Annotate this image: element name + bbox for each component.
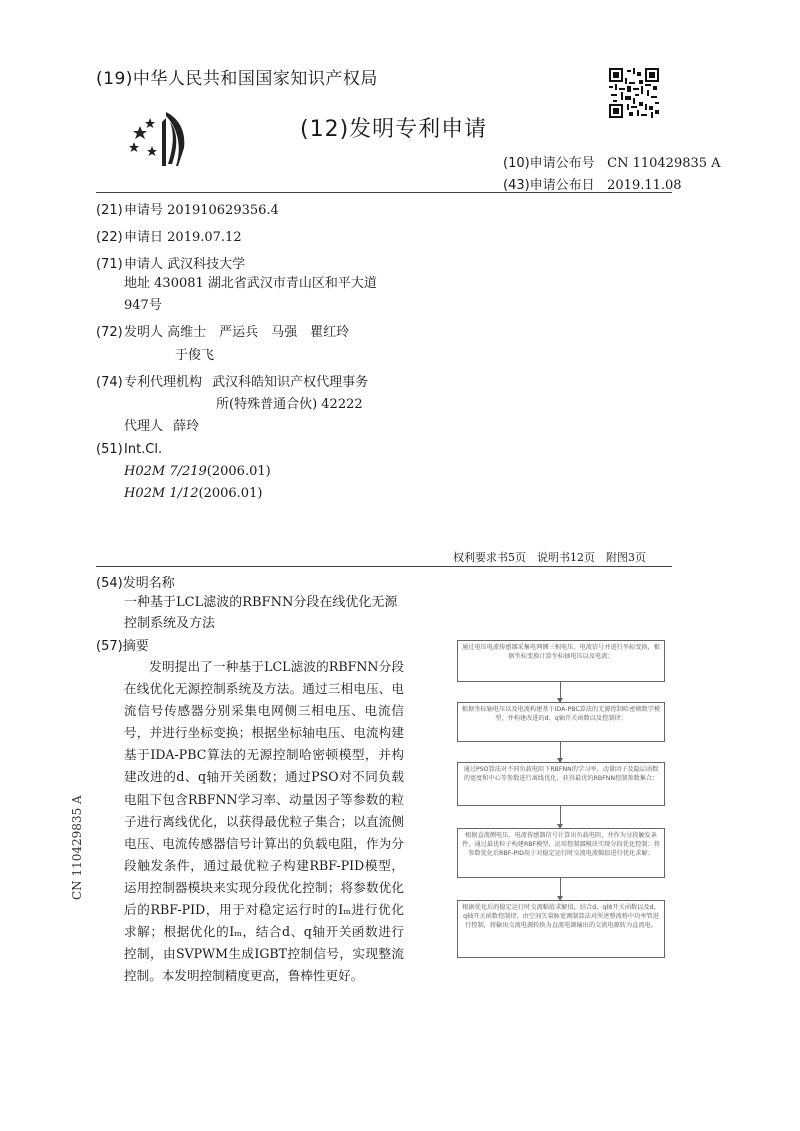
application-date-row bbox=[96, 226, 242, 245]
field-code: (74) bbox=[96, 375, 123, 390]
agent-name: 薛玲 bbox=[173, 419, 200, 434]
header-divider bbox=[96, 192, 672, 193]
applicant-label: 申请人 bbox=[124, 257, 164, 272]
agency-line-2: 所(特殊普通合伙) 42222 bbox=[216, 397, 363, 412]
inventors-row-2 bbox=[175, 344, 214, 363]
page-counts-divider bbox=[96, 566, 672, 567]
field-code: (54) bbox=[96, 576, 123, 591]
field-code: (71) bbox=[96, 257, 123, 272]
abstract-heading bbox=[96, 635, 149, 654]
flowchart-step-3: 通过PSO算法对不同负载电阻下RBFNN的学习率、动量因子及隐层函数的宽度和中心等参数进行离线优化，获得最优的RBFNN控制参数集合； bbox=[457, 762, 665, 806]
inventors-label: 发明人 bbox=[124, 325, 164, 340]
agency-row bbox=[96, 371, 368, 390]
field-code: (22) bbox=[96, 230, 123, 245]
applicant-row bbox=[96, 253, 245, 272]
inventors-line-1: 高维士 严运兵 马强 瞿红玲 bbox=[167, 325, 350, 340]
field-code: (57) bbox=[96, 639, 123, 654]
agent-label: 代理人 bbox=[124, 419, 164, 434]
inventors-line-2: 于俊飞 bbox=[175, 348, 215, 363]
ipc-class: H02M 7/219 bbox=[124, 464, 207, 479]
field-code: (72) bbox=[96, 325, 123, 340]
ipc-row bbox=[96, 442, 162, 457]
qr-code-icon bbox=[609, 68, 659, 118]
application-date: 2019.07.12 bbox=[167, 230, 242, 245]
application-date-label: 申请日 bbox=[124, 230, 164, 245]
invention-title: 一种基于LCL滤波的RBFNN分段在线优化无源控制系统及方法 bbox=[124, 595, 398, 631]
inventors-row bbox=[96, 322, 349, 344]
publication-date: 2019.11.08 bbox=[607, 178, 682, 193]
field-code: (51) bbox=[96, 442, 123, 457]
abstract-text bbox=[124, 656, 404, 987]
flowchart-step-5: 根据优化后的稳定运行时交流幅值求解值，结合d、q轴开关函数以及d、q轴开关函数控制律，由空间矢量脉宽调制算法对所述整流桥中功率管进行控制，将输出交流电源转换为直流电源输出的交流电源转为直流电。 bbox=[457, 900, 665, 958]
application-number: 201910629356.4 bbox=[167, 203, 279, 218]
abstract-body: 发明提出了一种基于LCL滤波的RBFNN分段在线优化无源控制系统及方法。通过三相电压、电流信号传感器分别采集电网侧三相电压、电流信号，并进行坐标变换；根据坐标轴电压、电流构建基于IDA-PBC算法的无源控制哈密顿模型，并构建改进的d、q轴开关函数；通过PSO对不同负载电阻下包含RBFNN学习率、动量因子等参数的粒子进行离线优化，以获得最优粒子集合；以直流侧电压、电流传感器信号计算出的负载电阻，作为分段触发条件，通过最优粒子构建RBF-PID模型，运用控制器模块来实现分段优化控制；将参数优化后的RBF-PID，用于对稳定运行时的Iₘ进行优化求解；根据优化的Iₘ，结合d、q轴开关函数进行控制，由SVPWM生成IGBT控制信号，实现整流控制。本发明控制精度更高，鲁棒性更好。 bbox=[124, 659, 404, 984]
application-number-row bbox=[96, 199, 279, 218]
applicant-name: 武汉科技大学 bbox=[167, 257, 246, 272]
publication-number-label: (10)申请公布号 bbox=[503, 156, 595, 171]
publication-date-row bbox=[503, 174, 682, 193]
ipc-entry bbox=[124, 464, 271, 479]
office-name: (19)中华人民共和国国家知识产权局 bbox=[96, 69, 378, 89]
ipc-class: H02M 1/12 bbox=[124, 486, 199, 501]
flowchart-step-4: 根据直流侧电压、电流传感器信号计算出负载电阻，并作为分段触发条件，通过最优粒子构建RBF模型，运用控制器模块实现分段优化控制；将参数优化后RBF-PID用于对稳定运行时交流电流幅值进行优化求解； bbox=[457, 828, 665, 878]
cnipa-logo-icon bbox=[126, 108, 202, 170]
agency-line-1: 武汉科皓知识产权代理事务 bbox=[212, 375, 369, 390]
address-value: 430081 湖北省武汉市青山区和平大道947号 bbox=[124, 276, 377, 313]
application-number-label: 申请号 bbox=[124, 203, 164, 218]
flowchart-arrow bbox=[560, 878, 561, 900]
flowchart-step-2: 根据坐标轴电压以及电流构建基于IDA-PBC算法的无源控制哈密顿数学模型，并构建改进的d、q轴开关函数以及控制律； bbox=[457, 702, 665, 742]
agency-label: 专利代理机构 bbox=[124, 375, 203, 390]
ipc-label: Int.Cl. bbox=[124, 442, 163, 457]
ipc-version: (2006.01) bbox=[206, 464, 271, 479]
ipc-version: (2006.01) bbox=[198, 486, 263, 501]
document-type-title: (12)发明专利申请 bbox=[300, 117, 488, 142]
flowchart-arrow bbox=[560, 682, 561, 702]
field-code: (21) bbox=[96, 203, 123, 218]
abstract-label: 摘要 bbox=[122, 639, 149, 654]
agency-row-2 bbox=[216, 393, 363, 412]
title-label: 发明名称 bbox=[122, 576, 175, 591]
flowchart-arrow bbox=[560, 742, 561, 762]
publication-number: CN 110429835 A bbox=[607, 156, 721, 171]
page-counts: 权利要求书5页 说明书12页 附图3页 bbox=[453, 551, 646, 564]
ipc-entry bbox=[124, 486, 262, 501]
agent-row bbox=[124, 415, 199, 434]
address-row bbox=[124, 273, 394, 317]
flowchart-arrow bbox=[560, 806, 561, 828]
address-label: 地址 bbox=[124, 276, 151, 291]
title-heading bbox=[96, 572, 175, 591]
publication-number-row bbox=[503, 152, 721, 171]
flowchart-step-1: 通过电压电流传感器采集电网侧三相电压、电流信号并进行坐标变换，根据坐标变换计算坐标轴电压以及电流； bbox=[457, 640, 665, 682]
publication-date-label: (43)申请公布日 bbox=[503, 178, 595, 193]
